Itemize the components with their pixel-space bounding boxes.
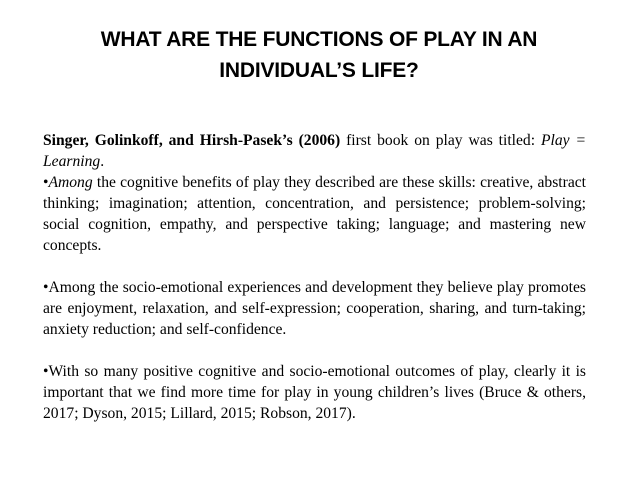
- bullet: •: [43, 174, 49, 191]
- slide-title: [40, 24, 598, 86]
- paragraph-socio-emotional: •Among the socio-emotional experiences and development they believe play promotes are enjoyment, relaxation, and self-expression; cooperation, sharing, and turn-taking; anxiety reduction; and self-confidence.: [43, 279, 586, 338]
- slide-body: [43, 130, 586, 424]
- reference-text: first book on play was titled:: [340, 132, 541, 149]
- book-title: Play = Learning: [43, 132, 587, 170]
- paragraph-cognitive-benefits: [43, 172, 586, 256]
- reference-period: .: [100, 153, 105, 170]
- cognitive-benefits-text: the cognitive benefits of play they described are these skills: creative, abstract thinking; imagination; attention, concentration, and persistence; problem-solving; social cognition, empathy, and perspective taking; language; and mastering new concepts.: [43, 174, 586, 254]
- author-citation: Singer, Golinkoff, and Hirsh-Pasek’s (2006): [43, 132, 341, 149]
- paragraph-conclusion: •With so many positive cognitive and socio-emotional outcomes of play, clearly it is important that we find more time for play in young children’s lives (Bruce & others, 2017; Dyson, 2015; Lillard, 2015; Robson, 2017).: [43, 363, 586, 422]
- paragraph-book-reference: [43, 130, 586, 172]
- lead-word: Among: [48, 174, 93, 191]
- title-line-2: INDIVIDUAL’S LIFE?: [219, 59, 419, 82]
- title-line-1: WHAT ARE THE FUNCTIONS OF PLAY IN AN: [100, 28, 538, 51]
